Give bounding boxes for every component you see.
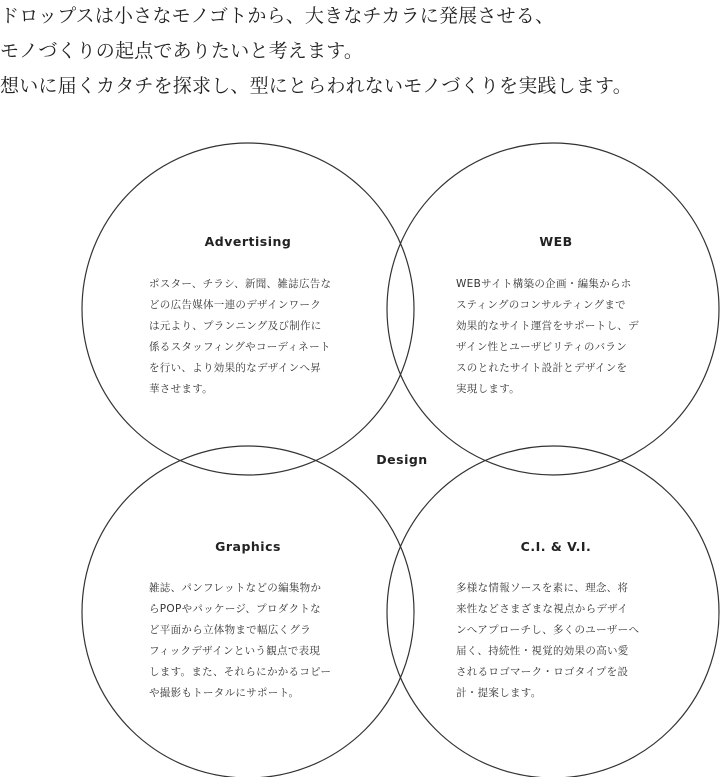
description-line: します。また、それらにかかるコピー — [149, 666, 332, 678]
description-line: スティングのコンサルティングまで — [456, 299, 626, 311]
description-line: どの広告媒体一連のデザインワーク — [149, 299, 322, 311]
description-line: 多様な情報ソースを素に、理念、将 — [456, 582, 629, 594]
description-line: 届く、持続性・視覚的効果の高い愛 — [456, 645, 629, 657]
graphics-title: Graphics — [215, 539, 281, 554]
description-line: 係るスタッフィングやコーディネート — [149, 341, 331, 353]
description-line: ンへアプローチし、多くのユーザーへ — [456, 624, 640, 636]
civi-title: C.I. & V.I. — [520, 539, 592, 554]
description-line: ザイン性とユーザビリティのバラン — [456, 341, 628, 353]
description-line: 来性などさまざまな視点からデザイ — [456, 603, 629, 615]
description-line: ど平面から立体物まで幅広くグラ — [149, 624, 311, 636]
web-description — [456, 274, 664, 400]
intro-line: モノづくりの起点でありたいと考えます。 — [0, 40, 364, 62]
advertising-title: Advertising — [204, 234, 292, 249]
description-line: ポスター、チラシ、新聞、雑誌広告な — [149, 278, 332, 290]
description-line: や撮影もトータルにサポート。 — [149, 687, 300, 699]
description-line: は元より、プランニング及び制作に — [149, 320, 322, 332]
description-line: フィックデザインという観点で表現 — [149, 645, 321, 657]
description-line: WEBサイト構築の企画・編集からホ — [456, 278, 632, 290]
description-line: らPOPやパッケージ、プロダクトな — [149, 603, 321, 615]
graphics-description — [149, 578, 357, 704]
intro-line: ドロップスは小さなモノゴトから、大きなチカラに発展させる、 — [0, 5, 555, 27]
description-line: 計・提案します。 — [456, 687, 542, 699]
design-label: Design — [376, 452, 428, 467]
description-line: されるロゴマーク・ロゴタイプを設 — [456, 666, 629, 678]
advertising-description — [149, 274, 357, 400]
description-line: 華させます。 — [149, 383, 213, 395]
description-line: 効果的なサイト運営をサポートし、デ — [456, 320, 639, 332]
intro-line: 想いに届くカタチを探求し、型にとらわれないモノづくりを実践します。 — [0, 75, 632, 97]
description-line: スのとれたサイト設計とデザインを — [456, 362, 628, 374]
description-line: を行い、より効果的なデザインへ昇 — [149, 362, 322, 374]
description-line: 実現します。 — [456, 383, 520, 395]
web-title: WEB — [539, 234, 573, 249]
civi-description — [456, 578, 664, 704]
description-line: 雑誌、パンフレットなどの編集物か — [149, 582, 322, 594]
